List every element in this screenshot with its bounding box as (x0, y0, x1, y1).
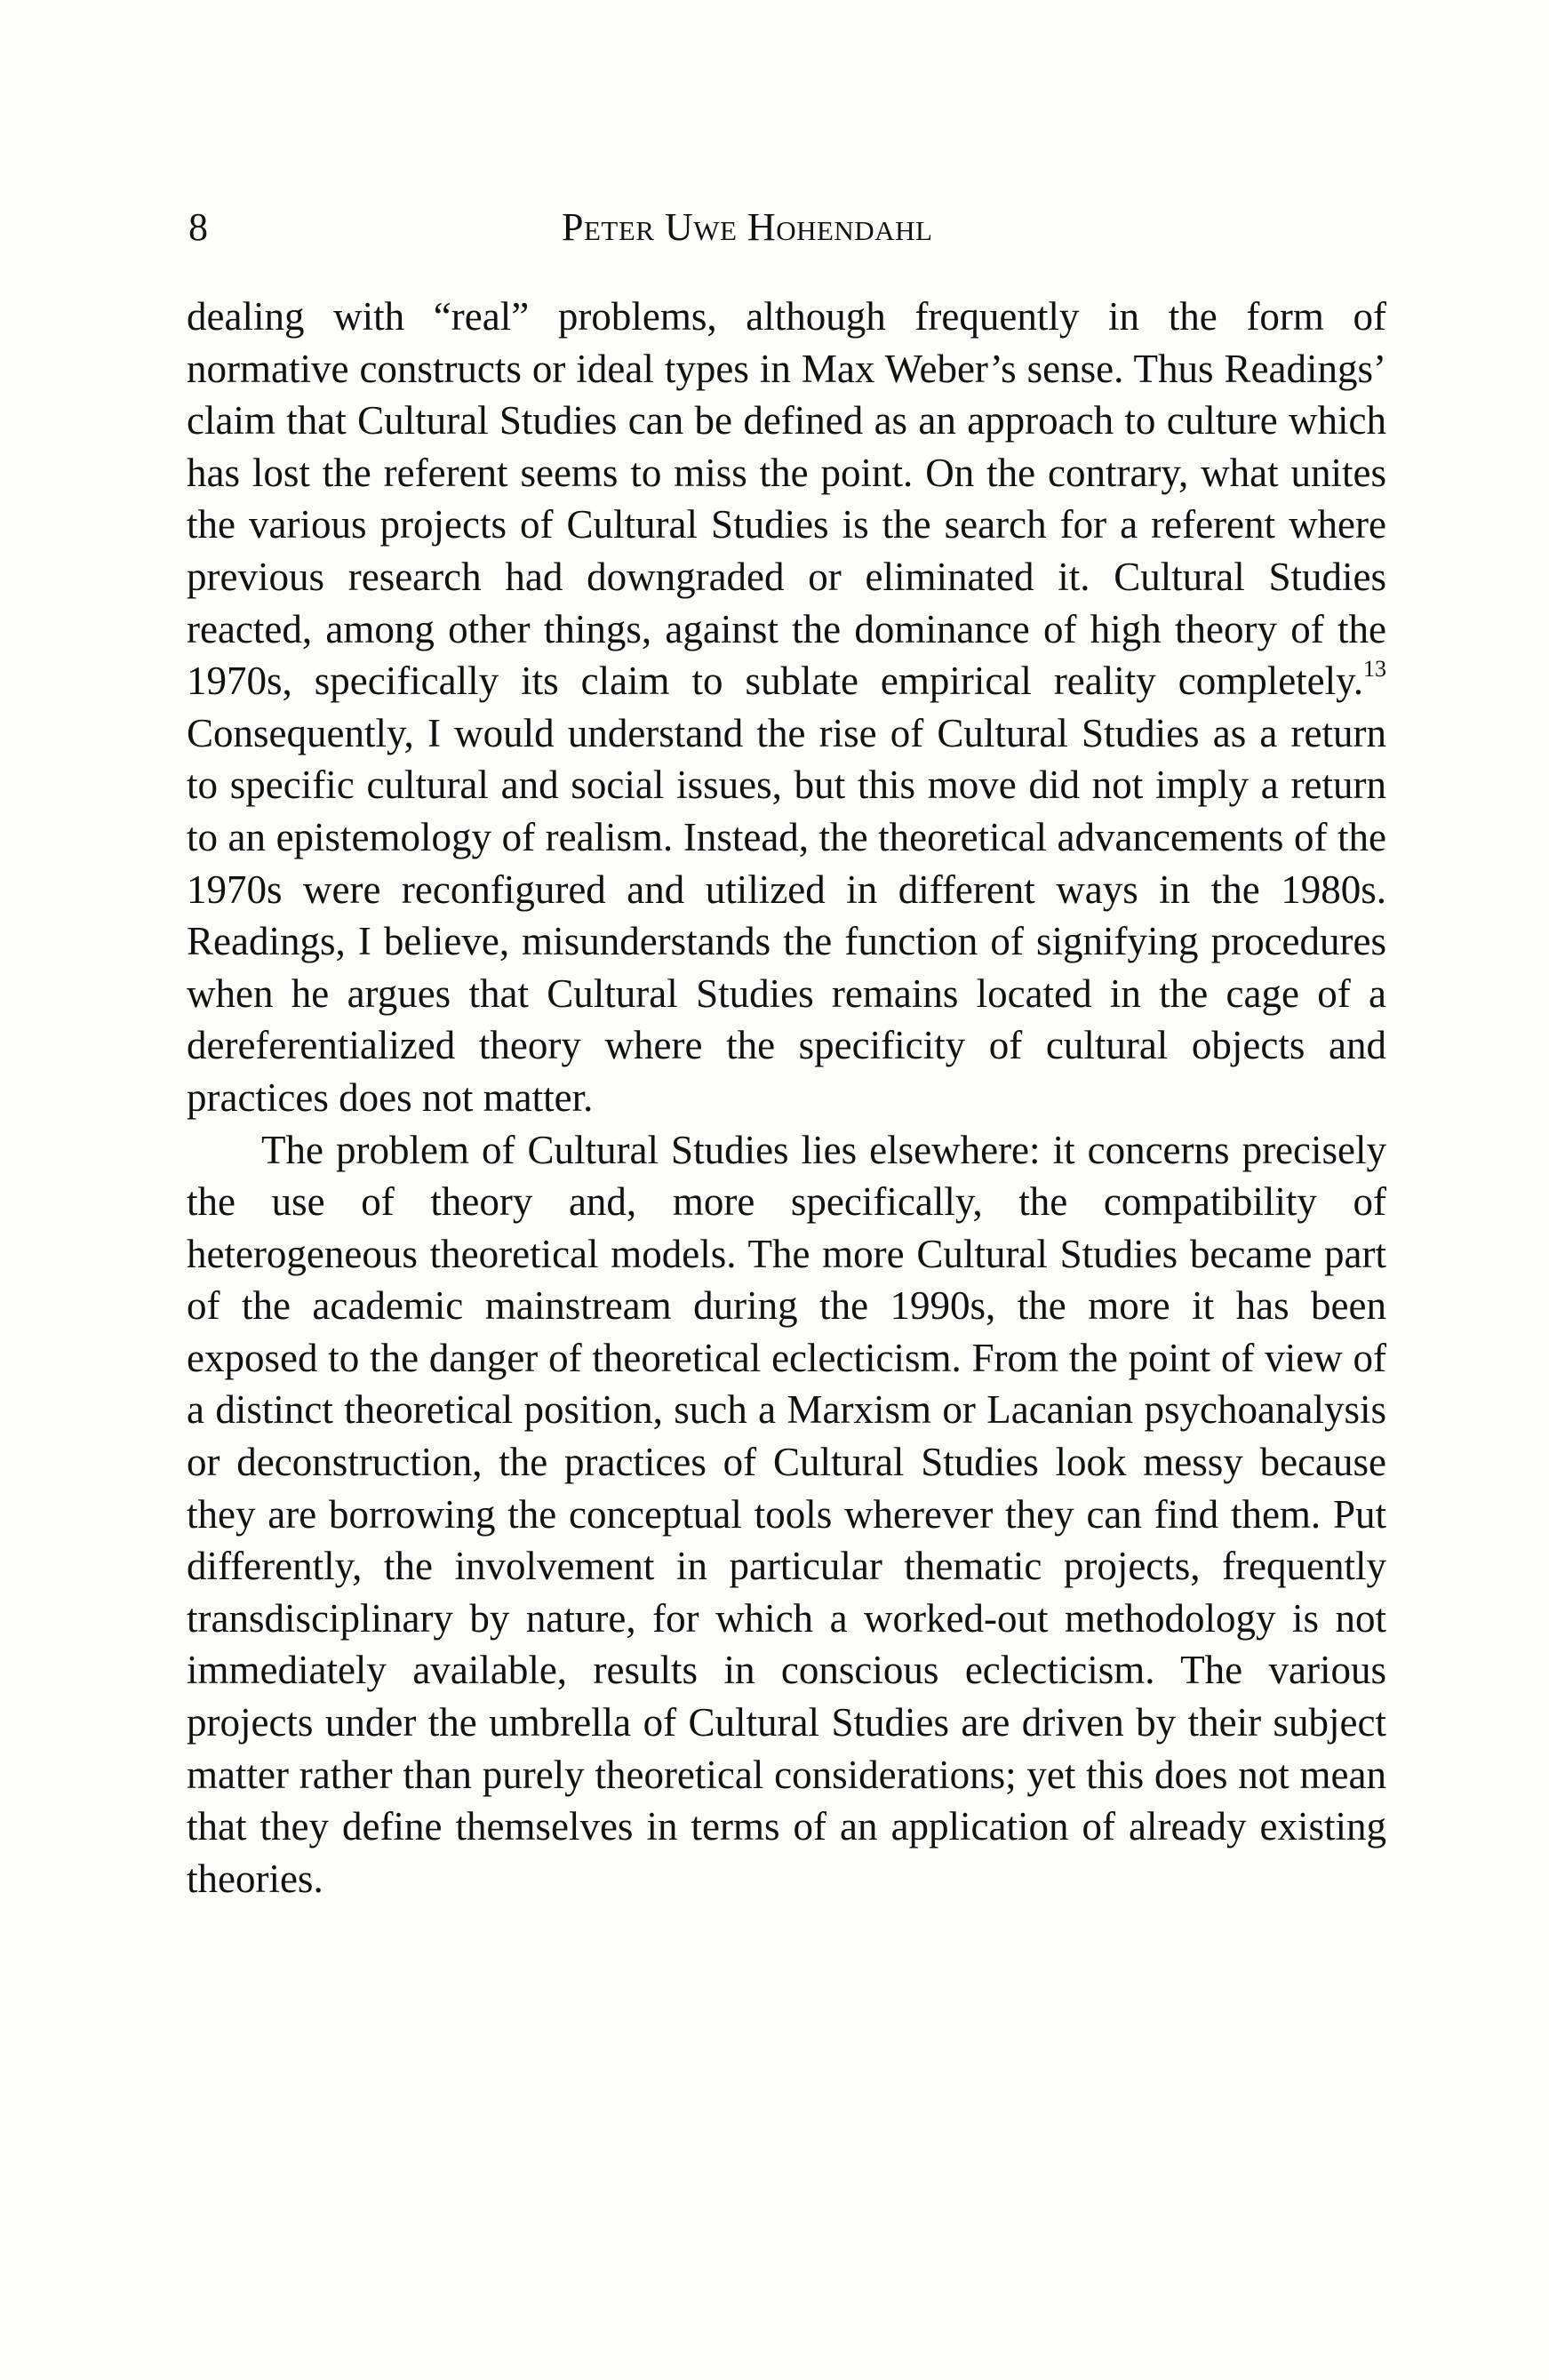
paragraph-2: The problem of Cultural Studies lies elsewhere: it concerns precisely the use of theory and, more specifically, the compatibility of heterogeneous theoretical models. The more Cultural Studies became part of the academic mainstream during the 1990s, the more it has been exposed to the danger of theoretical eclecticism. From the point of view of a distinct theoretical position, such a Marxism or Lacanian psychoanalysis or deconstruction, the practices of Cultural Studies look messy because they are borrowing the conceptual tools wherever they can find them. Put differently, the involvement in particular thematic projects, frequently transdisciplinary by nature, for which a worked-out methodology is not immediately available, results in conscious eclecticism. The various projects under the umbrella of Cultural Studies are driven by their subject matter rather than purely theoretical considerations; yet this does not mean that they define themselves in terms of an application of already existing theories. (187, 1127, 1386, 1901)
running-title-author: Peter Uwe Hohendahl (562, 205, 933, 249)
page-number: 8 (188, 205, 208, 249)
footnote-marker: 13 (1363, 656, 1386, 683)
paragraph-1-text-b: Consequently, I would understand the rise of Cultural Studies as a return to specific cultural and social issues, but this move did not imply a return to an epistemology of realism. Instead, the theoretical advancements of the 1970s were reconfigured and utilized in different ways in the 1980s. Readings, I believe, misunderstands the function of signifying procedures when he argues that Cultural Studies remains located in the cage of a dereferentialized theory where the specificity of cultural objects and practices does not matter. (187, 710, 1386, 1120)
paragraph-1-text-a: dealing with “real” problems, although frequently in the form of normative constructs or ideal types in Max Weber’s sense. Thus Readings’ claim that Cultural Studies can be defined as an approach to culture which has lost the referent seems to miss the point. On the contrary, what unites the various projects of Cultural Studies is the search for a referent where previous research had downgraded or eliminated it. Cultural Studies reacted, among other things, against the dominance of high theory of the 1970s, specifically its claim to sublate empirical reality completely. (187, 294, 1386, 704)
body-text (187, 291, 1386, 1905)
paragraph-1 (187, 291, 1386, 1124)
running-head (188, 201, 1388, 254)
